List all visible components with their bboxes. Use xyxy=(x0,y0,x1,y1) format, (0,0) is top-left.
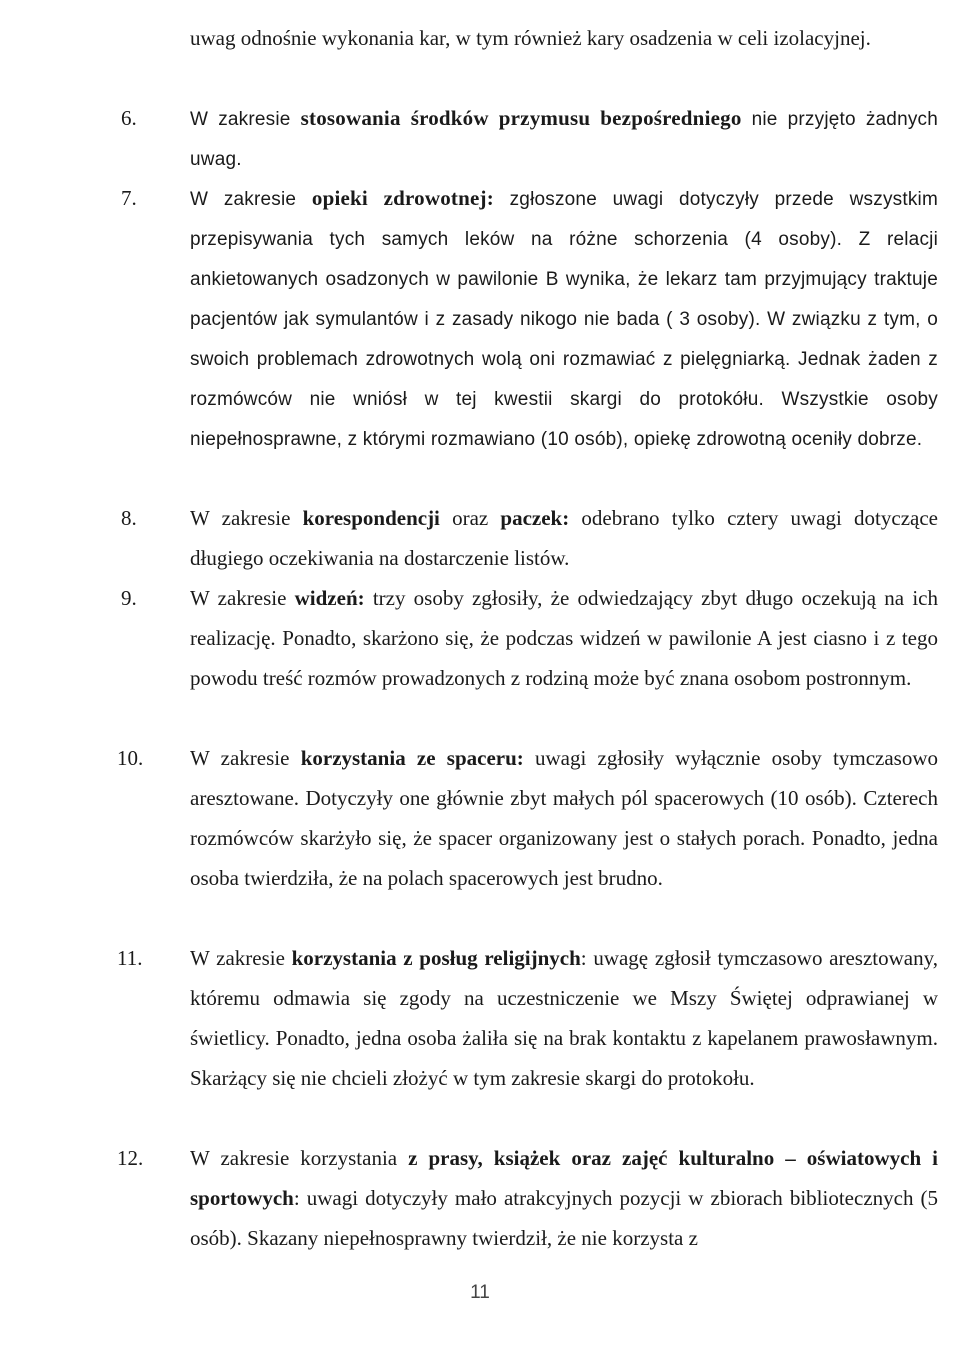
item-11-number: 11. xyxy=(117,946,143,970)
item-7-text: W zakresie opieki zdrowotnej: zgłoszone uwagi dotyczyły przede wszystkim przepisywania tych samych leków na różne schorzenia (4 osoby). Z relacji ankietowanych osadzonych w pawilonie B wynika, że lekarz tam przyjmujący traktuje pacjentów jak symulantów i z zasady nikogo nie bada ( 3 osoby). W związku z tym, o swoich problemach zdrowotnych wolą oni rozmawiać z pielęgniarką. Jednak żaden z rozmówców nie wniósł w tej kwestii skargi do protokółu. Wszystkie osoby niepełnosprawne, z którymi rozmawiano (10 osób), opiekę zdrowotną oceniły dobrze. xyxy=(190,186,938,450)
item-10-text: W zakresie korzystania ze spaceru: uwagi zgłosiły wyłącznie osoby tymczasowo aresztowane. Dotyczyły one głównie zbyt małych pól spacerowych (10 osób). Czterech rozmówców skarżyło się, że spacer organizowany jest o stałych porach. Ponadto, jedna osoba twierdziła, że na polach spacerowych jest brudno. xyxy=(190,746,938,890)
item-9-number: 9. xyxy=(121,586,137,610)
item-8-text: W zakresie korespondencji oraz paczek: odebrano tylko cztery uwagi dotyczące długiego oczekiwania na dostarczenie listów. xyxy=(190,506,938,570)
page-number: 11 xyxy=(470,1282,490,1303)
item-7-number: 7. xyxy=(121,186,137,210)
item-10-number: 10. xyxy=(117,746,144,770)
item-9-text: W zakresie widzeń: trzy osoby zgłosiły, że odwiedzający zbyt długo oczekują na ich realizację. Ponadto, skarżono się, że podczas widzeń w pawilonie A jest ciasno i z tego powodu treść rozmów prowadzonych z rodziną może być znana osobom postronnym. xyxy=(190,586,938,690)
item-12-number: 12. xyxy=(117,1146,144,1170)
item-5-continuation: uwag odnośnie wykonania kar, w tym również kary osadzenia w celi izolacyjnej. xyxy=(190,26,871,50)
item-11-text: W zakresie korzystania z posług religijnych: uwagę zgłosił tymczasowo aresztowany, któremu odmawia się zgody na uczestniczenie we Mszy Świętej odprawianej w świetlicy. Ponadto, jedna osoba żaliła się na brak kontaktu z kapelanem prawosławnym. Skarżący się nie chcieli złożyć w tym zakresie skargi do protokołu. xyxy=(190,946,938,1090)
item-6-number: 6. xyxy=(121,106,137,130)
item-6-text: W zakresie stosowania środków przymusu bezpośredniego nie przyjęto żadnych uwag. xyxy=(190,106,938,170)
item-8-number: 8. xyxy=(121,506,137,530)
item-12-text: W zakresie korzystania z prasy, książek oraz zajęć kulturalno – oświatowych i sportowych: uwagi dotyczyły mało atrakcyjnych pozycji w zbiorach bibliotecznych (5 osób). Skazany niepełnosprawny twierdził, że nie korzysta z xyxy=(190,1146,938,1250)
